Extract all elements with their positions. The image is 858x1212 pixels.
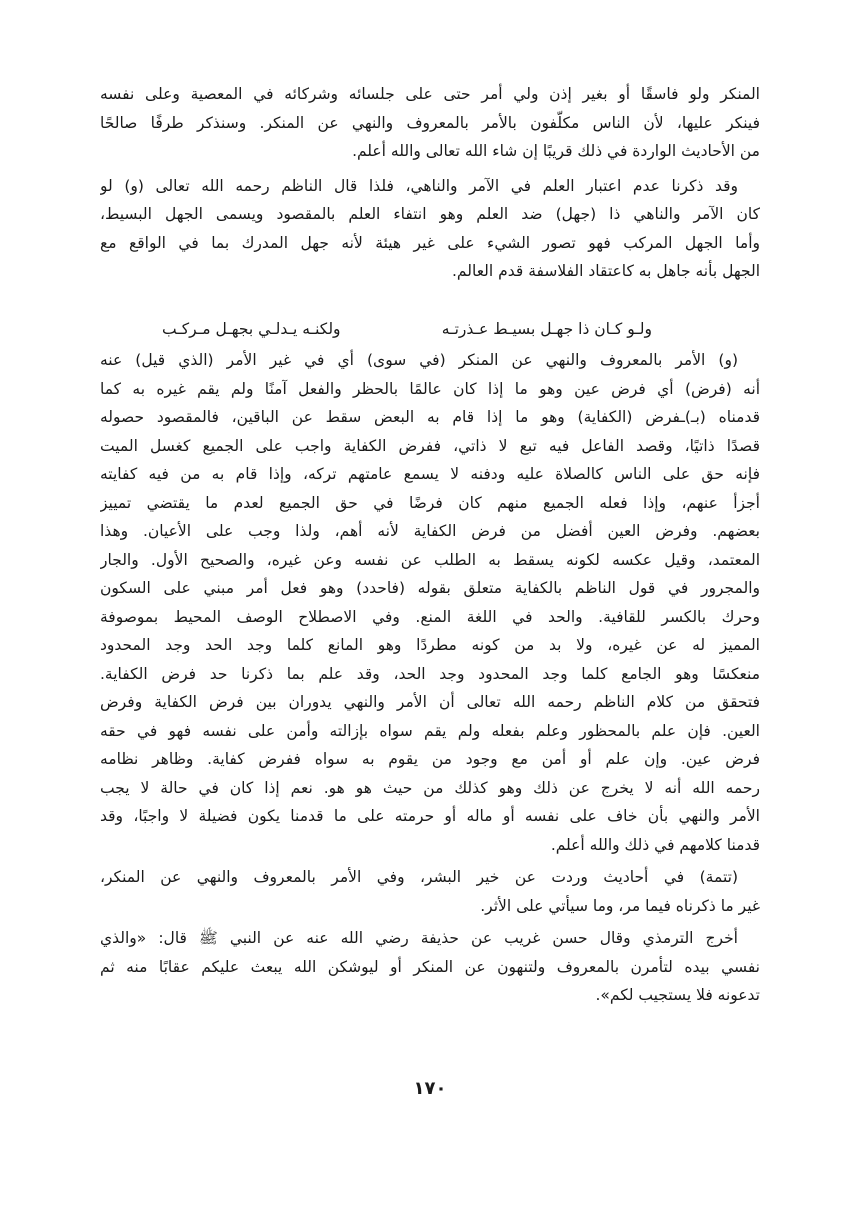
page-number: ١٧٠ bbox=[413, 1078, 447, 1099]
text-line: الجهل بأنه جاهل به كاعتقاد الفلاسفة قدم العالم. bbox=[452, 262, 760, 280]
page-body bbox=[100, 80, 760, 286]
text-line: منعكسًا وهو الجامع كلما وجد المحدود وجد الحد، وقد علم بما ذكرنا حد فرض الكفاية. bbox=[100, 664, 760, 683]
text-line: بعضهم. وفرض العين أفضل من فرض الكفاية لأنه أهم، ولذا وجب على الأعيان. وهذا bbox=[100, 522, 760, 540]
text-line: (و) الأمر بالمعروف والنهي عن المنكر (في سوى) أي في غير الأمر (الذي قيل) عنه bbox=[100, 351, 738, 369]
text-line: كان الآمر والناهي ذا (جهل) ضد العلم وهو انتفاء العلم بالمقصود ويسمى الجهل البسيط، bbox=[100, 205, 760, 223]
text-line: نفسي بيده لتأمرن بالمعروف ولتنهون عن المنكر أو ليوشكن الله يبعث عليكم عقابًا منه ثم bbox=[100, 957, 760, 976]
text-line: فينكر عليها، لأن الناس مكلّفون بالأمر بالمعروف والنهي عن المنكر. وسنذكر طرفًا صالحًا bbox=[100, 113, 760, 132]
text-line: فرض عين. وإن علم أو أمن مع وجود من يقوم به سواه ففرض كفاية. وظاهر نظامه bbox=[100, 750, 760, 768]
text-line: أجزأ عنهم، وإذا فعله الجميع منهم كان فرضًا في حق الجميع لعدم ما يقتضي تمييز bbox=[100, 493, 760, 512]
text-line: وحرك بالكسر للقافية. والحد في اللغة المنع. وفي الاصطلاح الوصف المحيط بموصوفة bbox=[100, 607, 760, 626]
poem-left-hemistich: ولكنـه يـدلـي بجهـل مـركـب bbox=[162, 320, 341, 338]
paragraph-4 bbox=[100, 863, 760, 920]
text-line: وقد ذكرنا عدم اعتبار العلم في الآمر والناهي، فلذا قال الناظم رحمه الله تعالى (و) لو bbox=[100, 176, 738, 195]
text-line: وأما الجهل المركب فهو تصور الشيء على غير هيئة لأنه جهل المدرك بما في الواقع مع bbox=[100, 233, 760, 252]
text-line: والمجرور في قول الناظم بالكفاية متعلق بقوله (فاحدد) وهو فعل أمر مبني على السكون bbox=[100, 579, 760, 597]
paragraph-1 bbox=[100, 80, 760, 166]
text-line: المعتمد، وقيل عكسه لكونه يسقط به الطلب عن نفسه وعن غيره، والصحيح الأول. والجار bbox=[100, 550, 760, 569]
text-line: تدعونه فلا يستجيب لكم». bbox=[595, 986, 760, 1004]
page-body-continued bbox=[100, 346, 760, 1010]
text-line: فإنه حق على الناس كالصلاة عليه ودفنه لا يسمع عامتهم تركه، وإذا قام به من فيه كفايته bbox=[100, 465, 760, 483]
text-line: قصدًا ذاتيًا، وقصد الفاعل فيه تبع لا ذاتي، ففرض الكفاية واجب على الجميع كغسل الميت bbox=[100, 436, 760, 455]
text-line: أخرج الترمذي وقال حسن غريب عن حذيفة رضي الله عنه عن النبي ﷺ قال: «والذي bbox=[100, 929, 738, 947]
text-line: (تتمة) في أحاديث وردت عن خير البشر، وفي الأمر بالمعروف والنهي عن المنكر، bbox=[100, 868, 738, 886]
poem-right-hemistich: ولـو كـان ذا جهـل بسيـط عـذرتـه bbox=[441, 320, 652, 338]
text-line: قدمناه (بـ)ـفرض (الكفاية) وهو ما إذا قام به البعض سقط عن الباقين، فالمقصود حصوله bbox=[100, 408, 760, 426]
text-line: العين. فإن علم بالمحظور وعلم بفعله ولم يقم سواه بإزالته وأمن على نفسه فهو في حقه bbox=[100, 721, 760, 740]
text-line: رحمه الله أنه لا يخرج عن ذلك وهو كذلك من حيث هو هو. نعم إذا كان في حالة لا يجب bbox=[100, 778, 760, 797]
text-line: من الأحاديث الواردة في ذلك قريبًا إن شاء الله تعالى والله أعلم. bbox=[352, 142, 760, 160]
paragraph-3 bbox=[100, 346, 760, 859]
text-line: الأمر والنهي بأن خاف على نفسه أو ماله أو حرمته على ما قدمنا يكون فضيلة لا واجبًا، وقد bbox=[100, 807, 760, 825]
text-line: المميز له عن غيره، ولا بد من كونه مطردًا وهو المانع كلما وجد الحد وجد المحدود bbox=[100, 636, 760, 654]
paragraph-2 bbox=[100, 172, 760, 286]
text-line: المنكر ولو فاسقًا أو بغير إذن ولي أمر حتى على جلسائه وشركائه في المعصية وعلى نفسه bbox=[100, 85, 760, 103]
poem-verse bbox=[162, 314, 652, 344]
text-line: غير ما ذكرناه فيما مر، وما سيأتي على الأثر. bbox=[480, 896, 760, 915]
text-line: فتحقق من كلام الناظم رحمه الله تعالى أن الأمر والنهي يدوران بين فرض الكفاية وفرض bbox=[100, 693, 760, 711]
text-line: قدمنا كلامهم في ذلك والله أعلم. bbox=[550, 835, 760, 854]
paragraph-5 bbox=[100, 924, 760, 1010]
text-line: أنه (فرض) أي فرض عين وهو ما إذا كان عالمًا بالحظر والفعل آمنًا ولم يقم غيره به كما bbox=[100, 379, 760, 398]
